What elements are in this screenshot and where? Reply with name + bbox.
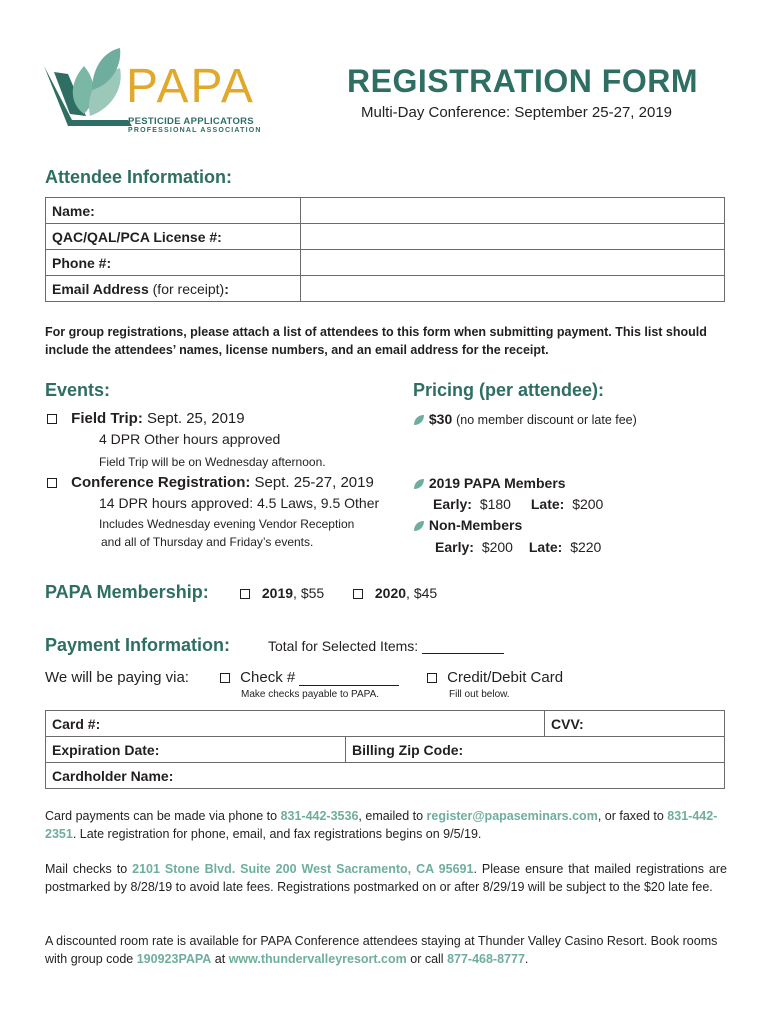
fax-link[interactable]: 831-442-2351 (45, 809, 718, 841)
leaf-bullet-icon (413, 414, 425, 426)
field-trip-name: Field Trip: (71, 410, 143, 427)
membership-2020-year: 2020 (374, 585, 407, 601)
members-row (413, 475, 566, 491)
field-trip-hours: 4 DPR Other hours approved (99, 431, 281, 447)
card-option[interactable] (427, 669, 563, 686)
nonmembers-label: Non-Members (428, 517, 523, 533)
group-code: 190923PAPA (136, 951, 212, 966)
cardholder-label: Cardholder Name: (52, 767, 174, 784)
name-label: Name: (46, 198, 301, 224)
table-row (46, 224, 725, 250)
nonmembers-early-label: Early: (435, 539, 474, 555)
check-number-field[interactable] (299, 672, 399, 686)
field-trip-price-note: (no member discount or late fee) (456, 413, 637, 427)
members-late-label: Late: (530, 496, 565, 512)
membership-2019-checkbox[interactable] (240, 589, 250, 599)
card-label: Credit/Debit Card (447, 669, 564, 686)
email-label (46, 276, 301, 302)
field-trip-date: Sept. 25, 2019 (147, 410, 245, 427)
license-label: QAC/QAL/PCA License #: (46, 224, 301, 250)
footer-text: . (524, 951, 529, 966)
check-note: Make checks payable to PAPA. (241, 689, 380, 700)
conference-hours: 14 DPR hours approved: 4.5 Laws, 9.5 Other (99, 495, 380, 511)
footer-paragraph-2 (45, 861, 727, 896)
email-label-colon: : (224, 280, 229, 297)
card-note: Fill out below. (449, 689, 510, 700)
group-note: For group registrations, please attach a list of attendees to this form when submitting payment. This list should include the attendees’ names, license numbers, and an email address for the receipt. (45, 325, 707, 357)
field-trip-checkbox[interactable] (47, 414, 57, 424)
membership-2020-checkbox[interactable] (353, 589, 363, 599)
members-late-price: $200 (572, 496, 604, 512)
conference-option[interactable] (47, 474, 374, 491)
email-label-text: Email Address (52, 280, 149, 297)
card-number-label: Card #: (52, 715, 101, 732)
membership-2020-price: , $45 (406, 585, 438, 601)
events-heading: Events: (45, 380, 111, 400)
card-number-field[interactable] (46, 711, 545, 737)
cardholder-field[interactable] (46, 763, 725, 789)
nonmembers-prices (435, 539, 601, 555)
members-early-price: $180 (479, 496, 511, 512)
expiration-field[interactable] (46, 737, 346, 763)
check-option[interactable] (220, 669, 399, 686)
check-checkbox[interactable] (220, 673, 230, 683)
expiration-label: Expiration Date: (52, 741, 160, 758)
name-field[interactable] (301, 198, 725, 224)
table-row (46, 198, 725, 224)
zip-label: Billing Zip Code: (352, 741, 464, 758)
phone-link-2[interactable]: 877-468-8777 (447, 951, 525, 966)
conference-note-1: Includes Wednesday evening Vendor Reception (99, 517, 355, 531)
cvv-field[interactable] (545, 711, 725, 737)
members-label: 2019 PAPA Members (428, 475, 566, 491)
conference-date: Sept. 25-27, 2019 (254, 474, 374, 491)
field-trip-option[interactable] (47, 410, 245, 427)
membership-2019-year: 2019 (261, 585, 294, 601)
field-trip-note: Field Trip will be on Wednesday afternoon. (99, 455, 326, 469)
payment-heading: Payment Information: (45, 635, 231, 655)
footer-text: Card payments can be made via phone to (45, 809, 281, 823)
table-row (46, 711, 725, 737)
footer-text: . Please ensure that mailed registrations are postmarked by 8/28/19 to avoid late fees. Registrations postmarked on or after 8/29/19 will be subject to the $20 late fee. (45, 862, 727, 894)
email-field[interactable] (301, 276, 725, 302)
leaf-bullet-icon (413, 520, 425, 532)
attendee-heading: Attendee Information: (45, 167, 232, 187)
check-label: Check # (240, 669, 296, 686)
table-row (46, 763, 725, 789)
logo-subtitle-2: PROFESSIONAL ASSOCIATION (128, 127, 262, 134)
footer-text: Mail checks to (45, 862, 133, 876)
conference-note-2: and all of Thursday and Friday’s events. (101, 535, 314, 549)
total-label: Total for Selected Items: (268, 638, 419, 654)
footer-text: at (211, 951, 229, 966)
footer-text: A discounted room rate is available for PAPA Conference attendees staying at Thunder Valley Casino Resort. Book rooms with group code (45, 934, 718, 966)
footer-text: , emailed to (358, 809, 427, 823)
footer-text: . Late registration for phone, email, and fax registrations begins on 9/5/19. (72, 826, 482, 841)
total-row (268, 638, 504, 654)
email-link[interactable]: register@papaseminars.com (426, 809, 598, 823)
phone-field[interactable] (301, 250, 725, 276)
footer-paragraph-1 (45, 808, 727, 843)
membership-heading: PAPA Membership: (45, 582, 209, 602)
members-prices (433, 496, 603, 512)
membership-2019-option[interactable] (240, 585, 324, 601)
footer-text: , or faxed to (597, 809, 668, 823)
table-row (46, 276, 725, 302)
membership-2019-price: , $55 (293, 585, 325, 601)
nonmembers-late-label: Late: (528, 539, 563, 555)
nonmembers-early-price: $200 (481, 539, 513, 555)
attendee-table (45, 197, 725, 302)
license-field[interactable] (301, 224, 725, 250)
card-table (45, 710, 725, 789)
field-trip-price-row (413, 411, 637, 427)
conference-checkbox[interactable] (47, 478, 57, 488)
page-title: REGISTRATION FORM (347, 63, 698, 99)
table-row (46, 250, 725, 276)
field-trip-price: $30 (428, 411, 453, 427)
pricing-heading: Pricing (per attendee): (413, 380, 605, 400)
conference-name: Conference Registration: (71, 474, 251, 491)
email-label-note: (for receipt) (152, 280, 225, 297)
nonmembers-row (413, 517, 522, 533)
footer-text: or call (406, 951, 448, 966)
address-text: 2101 Stone Blvd. Suite 200 West Sacramento, CA 95691 (132, 862, 474, 876)
footer-paragraph-3 (45, 933, 727, 968)
phone-link[interactable]: 831-442-3536 (280, 809, 359, 823)
members-early-label: Early: (433, 496, 472, 512)
card-checkbox[interactable] (427, 673, 437, 683)
leaf-bullet-icon (413, 478, 425, 490)
logo-subtitle-1: PESTICIDE APPLICATORS (128, 116, 254, 127)
cvv-label: CVV: (551, 715, 584, 732)
membership-2020-option[interactable] (353, 585, 437, 601)
table-row (46, 737, 725, 763)
phone-label: Phone #: (46, 250, 301, 276)
zip-field[interactable] (346, 737, 725, 763)
logo (40, 44, 275, 139)
total-field[interactable] (422, 640, 504, 654)
leaf-logo-icon (40, 44, 132, 136)
page-subtitle: Multi-Day Conference: September 25-27, 2019 (361, 104, 673, 121)
nonmembers-late-price: $220 (570, 539, 602, 555)
paying-label: We will be paying via: (45, 669, 189, 686)
website-link[interactable]: www.thundervalleyresort.com (228, 951, 407, 966)
logo-name: PAPA (126, 60, 255, 113)
